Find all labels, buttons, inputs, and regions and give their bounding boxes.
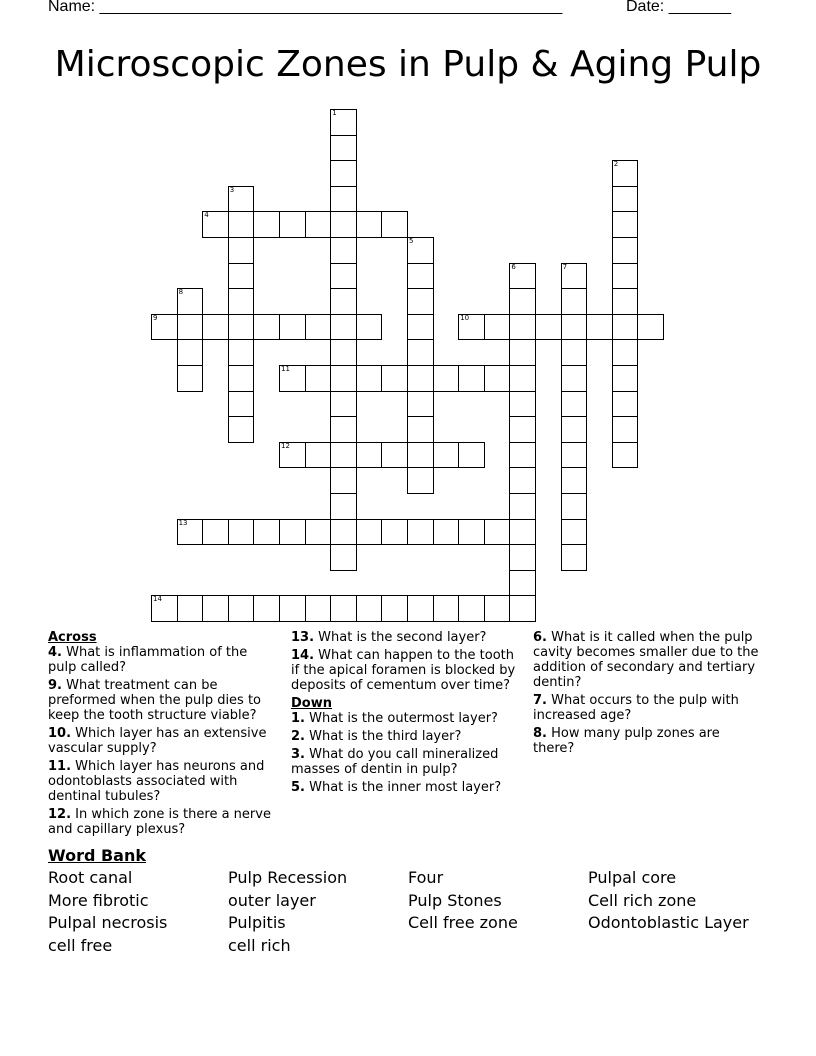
clue-down-2: 2. What is the third layer? [291, 729, 462, 744]
grid-cell[interactable] [509, 544, 536, 571]
grid-cell[interactable] [381, 211, 408, 238]
grid-cell[interactable] [381, 595, 408, 622]
grid-cell[interactable] [381, 365, 408, 392]
date-field[interactable]: Date: _______ [626, 0, 731, 15]
grid-cell[interactable] [279, 442, 306, 469]
word-bank-item: cell rich [228, 935, 291, 955]
grid-cell[interactable] [202, 595, 229, 622]
grid-cell[interactable] [509, 288, 536, 315]
grid-cell[interactable] [279, 365, 306, 392]
word-bank-title: Word Bank [48, 846, 147, 865]
grid-cell[interactable] [612, 416, 639, 443]
clue-down-6: 6. What is it called when the pulp cavity becomes smaller due to the addition of secondary and tertiary dentin? [533, 630, 759, 690]
grid-cell[interactable] [253, 519, 280, 546]
grid-cell[interactable] [202, 314, 229, 341]
grid-cell[interactable] [228, 595, 255, 622]
grid-cell[interactable] [330, 519, 357, 546]
grid-cell[interactable] [561, 416, 588, 443]
word-bank-item: Pulp Recession [228, 868, 348, 887]
grid-cell[interactable] [458, 442, 485, 469]
grid-cell[interactable] [228, 263, 255, 290]
grid-cell[interactable] [177, 519, 204, 546]
clue-across-12: 12. In which zone is there a nerve and capillary plexus? [48, 807, 271, 837]
grid-cell[interactable] [561, 288, 588, 315]
grid-cell[interactable] [228, 237, 255, 264]
grid-cell[interactable] [330, 442, 357, 469]
grid-cell[interactable] [330, 544, 357, 571]
name-field[interactable]: Name: ____________________________________________________ [48, 0, 563, 15]
grid-cell[interactable] [458, 595, 485, 622]
grid-cell[interactable] [407, 314, 434, 341]
grid-cell[interactable] [612, 391, 639, 418]
grid-cell[interactable] [612, 365, 639, 392]
word-bank-item: Pulpitis [228, 913, 286, 933]
clue-down-3: 3. What do you call mineralized masses of dentin in pulp? [291, 747, 499, 777]
word-bank-item: outer layer [228, 890, 316, 910]
clue-number: 4 [204, 211, 209, 220]
grid-cell[interactable] [561, 467, 588, 494]
grid-cell[interactable] [279, 211, 306, 238]
word-bank-item: Odontoblastic Layer [588, 913, 749, 933]
grid-cell[interactable] [407, 365, 434, 392]
grid-cell[interactable] [458, 365, 485, 392]
clue-across-4: 4. What is inflammation of the pulp called? [48, 645, 248, 675]
grid-cell[interactable] [509, 467, 536, 494]
grid-cell[interactable] [356, 519, 383, 546]
grid-cell[interactable] [612, 339, 639, 366]
grid-cell[interactable] [433, 519, 460, 546]
grid-cell[interactable] [330, 263, 357, 290]
clue-across-14: 14. What can happen to the tooth if the apical foramen is blocked by deposits of cementum over time? [291, 648, 516, 693]
clue-down-5: 5. What is the inner most layer? [291, 780, 502, 795]
clue-number: 10 [460, 313, 470, 322]
grid-cell[interactable] [561, 365, 588, 392]
grid-cell[interactable] [202, 211, 229, 238]
grid-cell[interactable] [407, 237, 434, 264]
word-bank-item: More fibrotic [48, 890, 149, 910]
clue-number: 12 [281, 441, 290, 450]
grid-cell[interactable] [509, 339, 536, 366]
grid-cell[interactable] [612, 237, 639, 264]
clue-number: 14 [153, 595, 162, 604]
clue-number: 5 [409, 237, 414, 245]
grid-cell[interactable] [509, 442, 536, 469]
clues-column-3 [533, 630, 763, 759]
grid-cell[interactable] [253, 314, 280, 341]
grid-cell[interactable] [612, 160, 639, 187]
grid-cell[interactable] [356, 442, 383, 469]
grid-cell[interactable] [561, 339, 588, 366]
grid-cell[interactable] [228, 365, 255, 392]
grid-cell[interactable] [228, 211, 255, 238]
grid-cell[interactable] [330, 288, 357, 315]
grid-cell[interactable] [484, 314, 511, 341]
grid-cell[interactable] [561, 391, 588, 418]
grid-cell[interactable] [509, 263, 536, 290]
page-title: Microscopic Zones in Pulp & Aging Pulp [54, 44, 762, 85]
clue-number: 6 [511, 262, 516, 271]
clue-number: 3 [229, 185, 235, 194]
grid-cell[interactable] [561, 314, 588, 341]
grid-cell[interactable] [279, 519, 306, 546]
grid-cell[interactable] [330, 365, 357, 392]
grid-cell[interactable] [637, 314, 664, 341]
clue-down-7: 7. What occurs to the pulp with increased age? [533, 693, 739, 723]
down-heading: Down [291, 696, 332, 711]
grid-cell[interactable] [484, 595, 511, 622]
clue-across-9: 9. What treatment can be preformed when the pulp dies to keep the tooth structure viable? [48, 678, 262, 723]
grid-cell[interactable] [177, 365, 204, 392]
grid-cell[interactable] [330, 467, 357, 494]
word-bank-item: Four [408, 868, 444, 887]
grid-cell[interactable] [509, 493, 536, 520]
clue-number: 13 [178, 518, 188, 527]
grid-cell[interactable] [381, 519, 408, 546]
word-bank-item: Pulpal core [588, 868, 677, 887]
grid-cell[interactable] [509, 365, 536, 392]
grid-cell[interactable] [612, 211, 639, 238]
grid-cell[interactable] [330, 109, 357, 136]
grid-cell[interactable] [561, 544, 588, 571]
grid-cell[interactable] [253, 211, 280, 238]
grid-cell[interactable] [330, 595, 357, 622]
grid-cell[interactable] [228, 288, 255, 315]
grid-cell[interactable] [458, 314, 485, 341]
grid-cell[interactable] [612, 314, 639, 341]
grid-cell[interactable] [612, 263, 639, 290]
grid-cell[interactable] [407, 519, 434, 546]
grid-cell[interactable] [356, 314, 383, 341]
grid-cell[interactable] [330, 211, 357, 238]
grid-cell[interactable] [509, 391, 536, 418]
clue-down-1: 1. What is the outermost layer? [291, 711, 498, 726]
grid-cell[interactable] [330, 391, 357, 418]
grid-cell[interactable] [586, 314, 613, 341]
grid-cell[interactable] [356, 595, 383, 622]
grid-cell[interactable] [433, 595, 460, 622]
grid-cell[interactable] [330, 237, 357, 264]
grid-cell[interactable] [228, 391, 255, 418]
grid-cell[interactable] [356, 365, 383, 392]
grid-cell[interactable] [407, 339, 434, 366]
grid-cell[interactable] [458, 519, 485, 546]
grid-cell[interactable] [228, 416, 255, 443]
grid-cell[interactable] [305, 365, 332, 392]
clue-number: 7 [562, 262, 568, 271]
grid-cell[interactable] [407, 467, 434, 494]
grid-cell[interactable] [407, 391, 434, 418]
grid-cell[interactable] [407, 442, 434, 469]
word-bank-item: Pulp Stones [408, 890, 502, 910]
grid-cell[interactable] [407, 263, 434, 290]
grid-cell[interactable] [177, 339, 204, 366]
grid-cell[interactable] [202, 519, 229, 546]
grid-cell[interactable] [177, 314, 204, 341]
grid-cell[interactable] [509, 416, 536, 443]
word-bank-item: Pulpal necrosis [48, 913, 168, 933]
grid-cell[interactable] [561, 493, 588, 520]
clue-across-11: 11. Which layer has neurons and odontoblasts associated with dentinal tubules? [48, 759, 265, 804]
grid-cell[interactable] [561, 519, 588, 546]
grid-cell[interactable] [279, 314, 306, 341]
grid-cell[interactable] [509, 595, 536, 622]
grid-cell[interactable] [612, 442, 639, 469]
word-bank-item: cell free [48, 935, 113, 955]
grid-cell[interactable] [356, 211, 383, 238]
grid-cell[interactable] [330, 135, 357, 162]
grid-cell[interactable] [330, 186, 357, 213]
clue-number: 2 [613, 160, 619, 169]
grid-cell[interactable] [561, 263, 588, 290]
grid-cell[interactable] [509, 570, 536, 597]
grid-cell[interactable] [177, 288, 204, 315]
clue-number: 11 [281, 365, 290, 373]
word-bank-item: Root canal [48, 868, 133, 887]
grid-cell[interactable] [535, 314, 562, 341]
grid-cell[interactable] [509, 519, 536, 546]
grid-cell[interactable] [151, 314, 178, 341]
grid-cell[interactable] [330, 314, 357, 341]
grid-cell[interactable] [433, 442, 460, 469]
grid-cell[interactable] [305, 595, 332, 622]
clue-down-8: 8. How many pulp zones are there? [533, 726, 720, 756]
grid-cell[interactable] [484, 519, 511, 546]
grid-cell[interactable] [305, 519, 332, 546]
clue-number: 1 [332, 109, 337, 117]
grid-cell[interactable] [228, 339, 255, 366]
clue-across-10: 10. Which layer has an extensive vascular supply? [48, 726, 267, 756]
grid-cell[interactable] [305, 442, 332, 469]
grid-cell[interactable] [612, 288, 639, 315]
clue-number: 8 [178, 288, 184, 297]
grid-cell[interactable] [228, 519, 255, 546]
grid-cell[interactable] [330, 416, 357, 443]
grid-cell[interactable] [330, 493, 357, 520]
grid-cell[interactable] [253, 595, 280, 622]
grid-cell[interactable] [612, 186, 639, 213]
grid-cell[interactable] [407, 288, 434, 315]
grid-cell[interactable] [484, 365, 511, 392]
word-bank-item: Cell rich zone [588, 890, 697, 910]
grid-cell[interactable] [381, 442, 408, 469]
clues-column-1 [48, 630, 278, 840]
grid-cell[interactable] [228, 314, 255, 341]
grid-cell[interactable] [305, 314, 332, 341]
grid-cell[interactable] [561, 442, 588, 469]
grid-cell[interactable] [407, 416, 434, 443]
grid-cell[interactable] [407, 595, 434, 622]
clues-column-2 [291, 630, 523, 798]
grid-cell[interactable] [151, 595, 178, 622]
grid-cell[interactable] [177, 595, 204, 622]
grid-cell[interactable] [279, 595, 306, 622]
grid-cell[interactable] [509, 314, 536, 341]
grid-cell[interactable] [330, 339, 357, 366]
grid-cell[interactable] [305, 211, 332, 238]
grid-cell[interactable] [228, 186, 255, 213]
across-heading: Across [48, 630, 97, 645]
word-bank-item: Cell free zone [408, 913, 518, 933]
clue-number: 9 [153, 313, 158, 322]
grid-cell[interactable] [433, 365, 460, 392]
grid-cell[interactable] [330, 160, 357, 187]
clue-across-13: 13. What is the second layer? [291, 630, 487, 645]
